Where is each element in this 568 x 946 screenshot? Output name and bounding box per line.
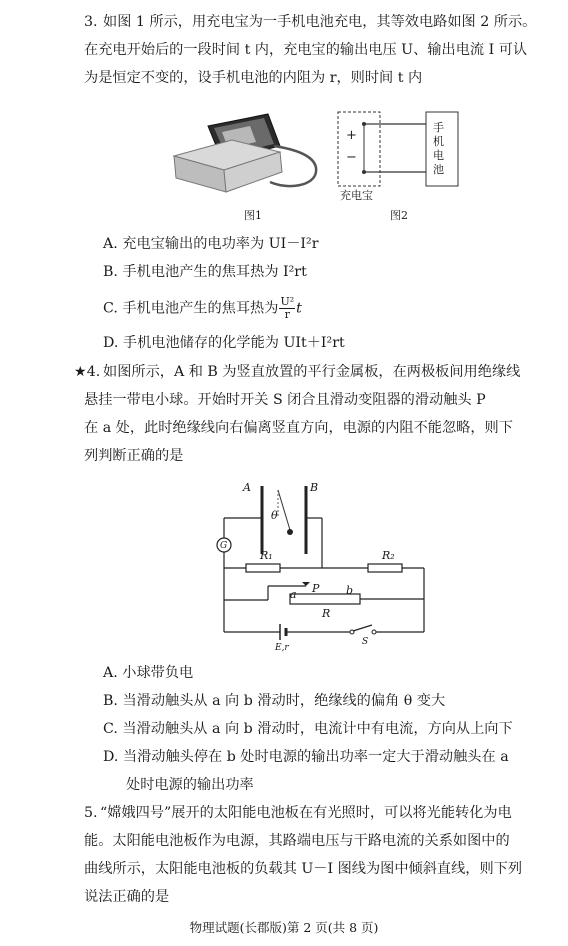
q4-label-slider-b: b: [346, 584, 354, 597]
q4-label-r1: R₁: [260, 549, 273, 562]
q3-option-a: A. 充电宝输出的电功率为 UI－I²r: [103, 236, 319, 252]
q4-label-plate-b: B: [310, 481, 319, 494]
q4-label-slider-a: a: [290, 588, 297, 601]
q3-option-c-numerator: U²: [280, 295, 295, 308]
q4-option-a: A. 小球带负电: [103, 665, 194, 681]
q3-stem-line-3: 为是恒定不变的，设手机电池的内阻为 r，则时间 t 内: [84, 70, 423, 86]
q3-figure-1-powerbank-illustration: [170, 106, 330, 204]
q4-label-r2: R₂: [382, 549, 395, 562]
q3-figure-2-caption: 图2: [390, 209, 408, 222]
q3-stem-line-2: 在充电开始后的一段时间 t 内，充电宝的输出电压 U、输出电流 I 可认: [84, 42, 528, 58]
q4-label-angle: θ: [271, 509, 278, 522]
q3-figure-2-phone-label-2: 机: [433, 135, 444, 148]
q3-option-c-fraction: [279, 296, 295, 321]
q4-label-rheostat-r: R: [322, 607, 331, 620]
q5-stem-line-3: 曲线所示，太阳能电池板的负载其 U－I 图线为图中倾斜直线，则下列: [84, 861, 523, 877]
q4-stem-line-4: 列判断正确的是: [84, 448, 184, 464]
q3-figure-2-minus-sign: −: [346, 150, 357, 165]
q4-label-plate-a: A: [243, 481, 251, 494]
q3-option-c-suffix: t: [296, 300, 302, 317]
q3-figure-2-plus-sign: +: [346, 128, 357, 143]
q5-stem-line-2: 能。太阳能电池板作为电源，其路端电压与干路电流的关系如图中的: [84, 833, 510, 849]
page-footer: 物理试题(长郡版)第 2 页(共 8 页): [189, 920, 379, 935]
q3-stem-line-1: 如图 1 所示，用充电宝为一手机电池充电，其等效电路如图 2 所示。: [103, 14, 537, 30]
q3-figure-2-phone-label-4: 池: [433, 163, 444, 176]
q3-figure-2-phone-label-1: 手: [433, 121, 444, 134]
q4-label-switch: S: [362, 637, 369, 647]
q4-option-d-line-1: D. 当滑动触头停在 b 处时电源的输出功率一定大于滑动触头在 a: [103, 749, 509, 765]
q3-option-c-text: C. 手机电池产生的焦耳热为: [103, 300, 279, 317]
q3-option-c: [103, 296, 302, 321]
q4-stem-line-2: 悬挂一带电小球。开始时开关 S 闭合且滑动变阻器的滑动触头 P: [84, 392, 486, 408]
q5-stem-line-1: “嫦娥四号”展开的太阳能电池板在有光照时，可以将光能转化为电: [100, 805, 512, 821]
q4-option-c: C. 当滑动触头从 a 向 b 滑动时，电流计中有电流，方向从上向下: [103, 721, 513, 737]
q4-label-meter-g: G: [220, 541, 228, 551]
q3-figure-1-caption: 图1: [244, 209, 262, 222]
q3-option-d: D. 手机电池储存的化学能为 UIt＋I²rt: [103, 335, 345, 351]
q3-figure-2-phone-label-3: 电: [433, 149, 444, 162]
q4-number: ★4.: [74, 364, 101, 380]
q4-stem-line-1: 如图所示，A 和 B 为竖直放置的平行金属板，在两极板间用绝缘线: [103, 364, 521, 380]
q4-option-d-line-2: 处时电源的输出功率: [126, 777, 254, 793]
q4-stem-line-3: 在 a 处，此时绝缘线向右偏离竖直方向，电源的内阻不能忽略，则下: [84, 420, 513, 436]
q4-label-battery: E,r: [275, 643, 289, 653]
q3-option-c-denominator: r: [284, 308, 290, 321]
q3-number: 3.: [84, 14, 98, 30]
q4-circuit-diagram: [210, 478, 440, 658]
q5-number: 5.: [84, 805, 98, 821]
q4-label-slider-p: P: [312, 582, 320, 595]
q3-figure-2-powerbank-label: 充电宝: [340, 189, 373, 202]
q4-option-b: B. 当滑动触头从 a 向 b 滑动时，绝缘线的偏角 θ 变大: [103, 693, 446, 709]
q3-option-b: B. 手机电池产生的焦耳热为 I²rt: [103, 264, 307, 280]
q5-stem-line-4: 说法正确的是: [84, 889, 170, 905]
